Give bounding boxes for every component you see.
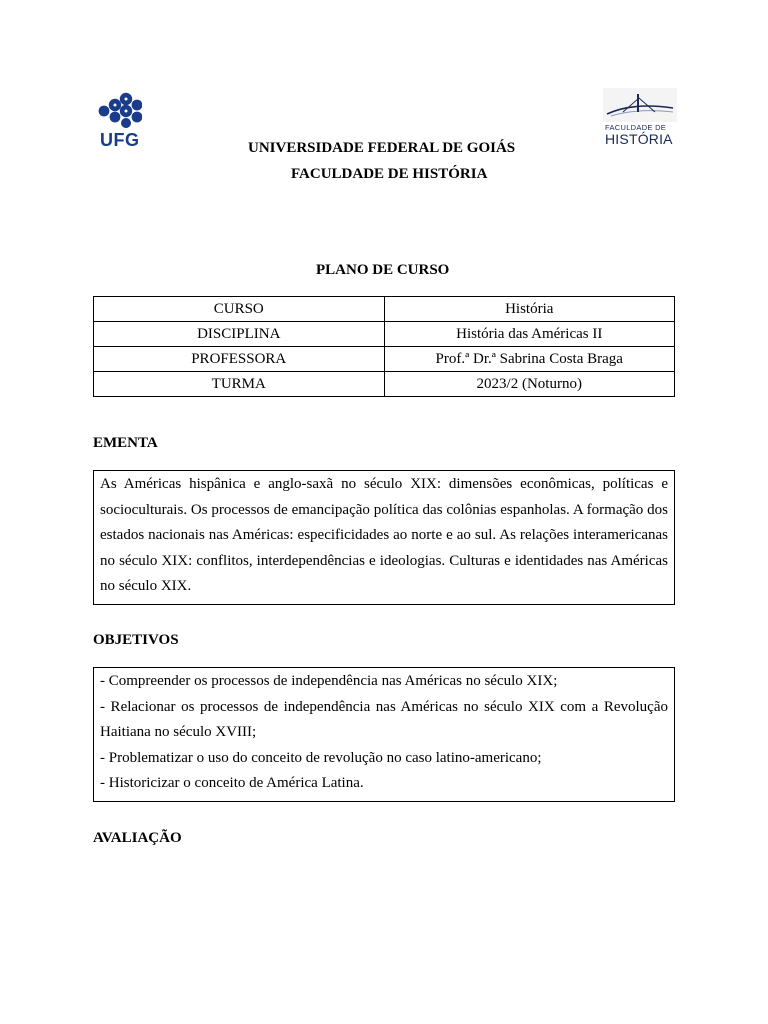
list-item: - Problematizar o uso do conceito de revolução no caso latino-americano;	[100, 749, 542, 766]
info-value: Prof.ª Dr.ª Sabrina Costa Braga	[384, 347, 675, 372]
table-row	[94, 372, 675, 397]
table-row	[94, 322, 675, 347]
table-row	[94, 347, 675, 372]
info-label: PROFESSORA	[94, 347, 385, 372]
list-item: - Relacionar os processos de independência nas Américas no século XIX com a Revolução Haitiana no século XVIII;	[100, 698, 668, 740]
info-value: História das Américas II	[384, 322, 675, 347]
faculty-name: FACULDADE DE HISTÓRIA	[291, 166, 488, 182]
info-label: CURSO	[94, 297, 385, 322]
list-item: - Historicizar o conceito de América Latina.	[100, 775, 364, 791]
info-label: DISCIPLINA	[94, 322, 385, 347]
ufg-logo-text: UFG	[100, 130, 140, 150]
faculdade-logo-small-text: FACULDADE DE	[605, 123, 667, 132]
course-info-table	[93, 296, 675, 397]
ufg-hexagon-icon	[98, 92, 142, 132]
document-title: PLANO DE CURSO	[316, 262, 450, 278]
university-name: UNIVERSIDADE FEDERAL DE GOIÁS	[248, 140, 516, 156]
table-row	[94, 297, 675, 322]
info-label: TURMA	[94, 372, 385, 397]
list-item: - Compreender os processos de independência nas Américas no século XIX;	[100, 673, 558, 689]
ementa-text: As Américas hispânica e anglo-saxã no século XIX: dimensões econômicas, políticas e socioculturais. Os processos de emancipação política das colônias espanholas. A formação dos estados nacionais nas Américas: especificidades ao norte e ao sul. As relações interamericanas no século XIX: conflitos, interdependências e ideologias. Culturas e identidades nas Américas no século XIX.	[100, 476, 668, 594]
faculdade-historia-logo	[603, 88, 677, 150]
ementa-box	[93, 470, 675, 605]
faculdade-logo-big-text: HISTÓRIA	[605, 131, 673, 147]
objetivos-heading: OBJETIVOS	[93, 632, 179, 648]
objetivos-box	[93, 667, 675, 802]
info-value: História	[384, 297, 675, 322]
ementa-heading: EMENTA	[93, 435, 158, 451]
faculdade-historia-icon	[603, 88, 677, 122]
ufg-logo	[98, 92, 148, 154]
info-value: 2023/2 (Noturno)	[384, 372, 675, 397]
avaliacao-heading: AVALIAÇÃO	[93, 830, 182, 846]
